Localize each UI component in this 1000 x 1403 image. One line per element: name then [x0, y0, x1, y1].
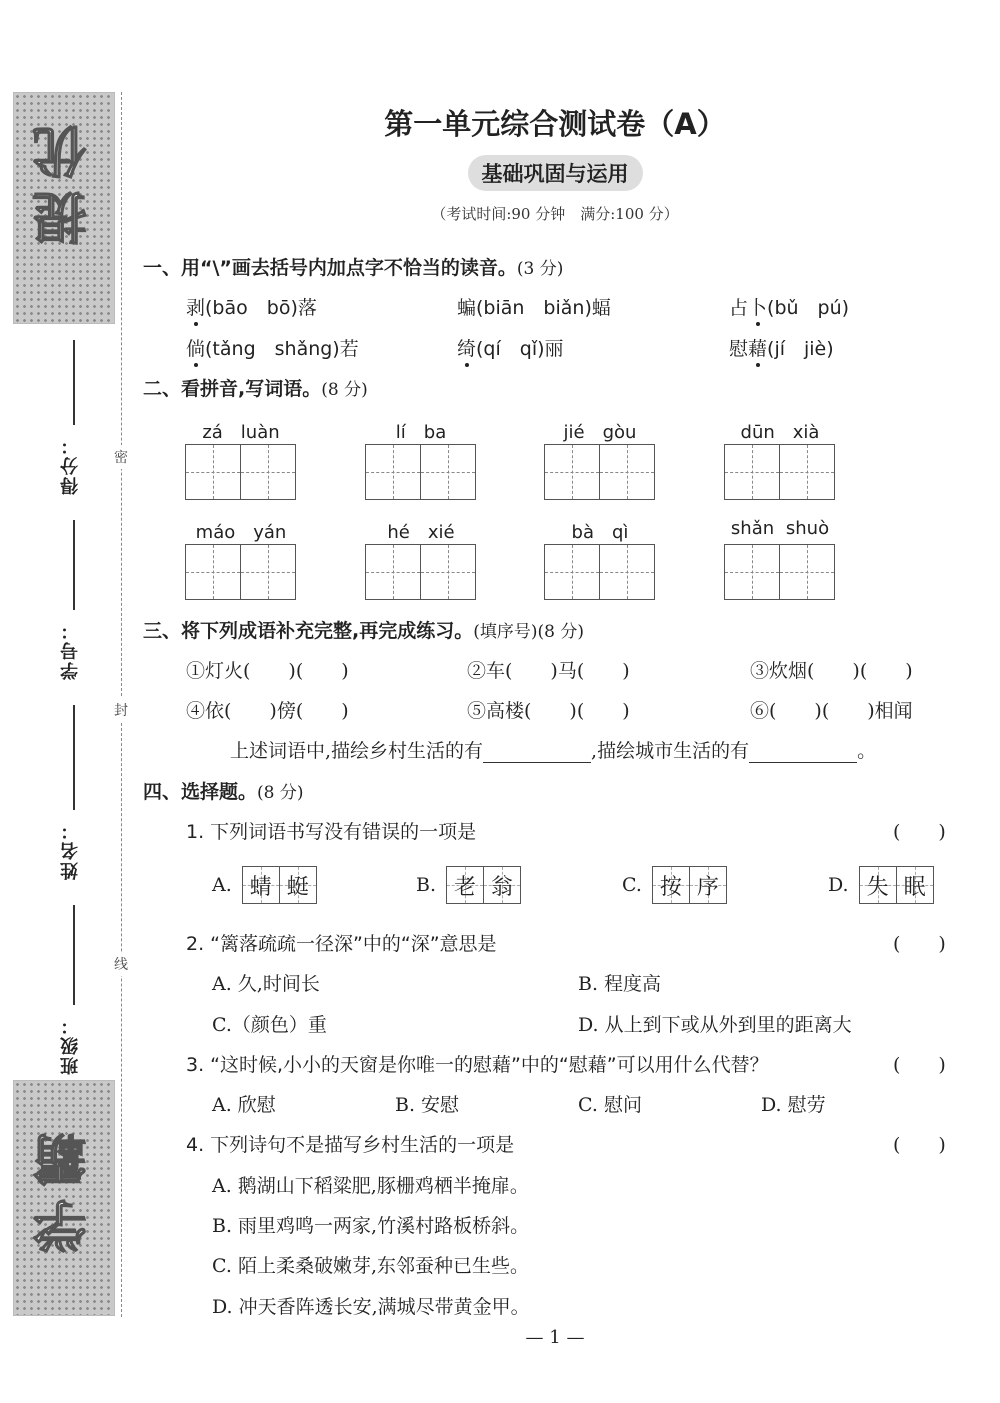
brand-text-bottom: 学霸 — [32, 1121, 95, 1253]
q4-1-option-c[interactable]: C. 按 序 — [622, 866, 727, 904]
student-id-line[interactable] — [73, 520, 75, 610]
q4-2-stem: 2. “篱落疏疏一径深”中的“深”意思是 — [186, 933, 497, 955]
idiom-4[interactable]: ④依( )傍( ) — [186, 700, 349, 722]
pinyin-grid-2 — [365, 418, 477, 500]
urban-answer-blank[interactable] — [749, 745, 857, 763]
pinyin-label: jié gòu — [563, 422, 637, 443]
q4-1-option-d[interactable]: D. 失 眠 — [828, 866, 934, 904]
q4-4-option-a[interactable]: A. 鹅湖山下稻粱肥,豚栅鸡栖半掩扉。 — [212, 1175, 529, 1197]
q4-1-answer[interactable]: ( ) — [893, 821, 946, 843]
page-number: — 1 — — [525, 1327, 585, 1348]
seal-char-feng: 封 — [111, 698, 131, 722]
write-cell[interactable] — [599, 444, 655, 500]
idiom-3[interactable]: ③炊烟( )( ) — [750, 660, 913, 682]
q1-heading: 一、用“\”画去括号内加点字不恰当的读音。(3 分) — [143, 257, 564, 279]
q2-heading: 二、看拼音,写词语。(8 分) — [143, 378, 368, 400]
pinyin-label: zá luàn — [202, 422, 280, 443]
write-cell[interactable] — [544, 544, 600, 600]
seal-char-mi: 密 — [111, 445, 131, 469]
score-label: 得分： — [60, 435, 81, 495]
q4-3-option-c[interactable]: C. 慰问 — [578, 1094, 642, 1116]
score-line — [73, 340, 75, 425]
write-cell[interactable] — [420, 444, 476, 500]
q4-3-option-a[interactable]: A. 欣慰 — [212, 1094, 276, 1116]
idiom-1[interactable]: ①灯火( )( ) — [186, 660, 349, 682]
write-cell[interactable] — [185, 544, 241, 600]
write-cell[interactable] — [724, 444, 780, 500]
q4-3-option-d[interactable]: D. 慰劳 — [761, 1094, 826, 1116]
pinyin-grid-8 — [724, 518, 836, 600]
q4-3-answer[interactable]: ( ) — [893, 1054, 946, 1076]
q4-2-option-a[interactable]: A. 久,时间长 — [212, 973, 320, 995]
q4-2-option-d[interactable]: D. 从上到下或从外到里的距离大 — [578, 1014, 852, 1036]
q3-heading: 三、将下列成语补充完整,再完成练习。(填序号)(8 分) — [143, 620, 584, 642]
brand-panel-bottom — [13, 1080, 115, 1316]
page-subtitle: 基础巩固与运用 — [468, 155, 643, 191]
write-cell[interactable] — [365, 444, 421, 500]
pinyin-label: dūn xià — [740, 422, 820, 443]
write-cell[interactable] — [240, 444, 296, 500]
write-cell[interactable] — [185, 444, 241, 500]
q1-item-3: 占卜(bǔ pú) — [729, 297, 850, 319]
rural-answer-blank[interactable] — [483, 745, 591, 763]
pinyin-grid-3 — [544, 418, 656, 500]
write-cell[interactable] — [779, 544, 835, 600]
pinyin-label: máo yán — [195, 522, 287, 543]
write-cell[interactable] — [544, 444, 600, 500]
q3-sentence: 上述词语中,描绘乡村生活的有 ,描绘城市生活的有 。 — [230, 740, 877, 762]
q1-item-2: 蝙(biān biǎn)蝠 — [457, 297, 611, 319]
pinyin-label: bà qì — [571, 522, 629, 543]
name-line[interactable] — [73, 705, 75, 810]
write-cell[interactable] — [779, 444, 835, 500]
idiom-2[interactable]: ②车( )马( ) — [467, 660, 630, 682]
q4-3-stem: 3. “这时候,小小的天窗是你唯一的慰藉”中的“慰藉”可以用什么代替？ — [186, 1054, 769, 1076]
idiom-5[interactable]: ⑤高楼( )( ) — [467, 700, 630, 722]
q4-heading: 四、选择题。(8 分) — [143, 781, 304, 803]
q4-1-stem: 1. 下列词语书写没有错误的一项是 — [186, 821, 477, 843]
q4-1-option-a[interactable]: A. 蜻 蜓 — [212, 866, 317, 904]
q4-3-option-b[interactable]: B. 安慰 — [395, 1094, 460, 1116]
class-label: 班级： — [60, 1015, 81, 1075]
brand-text-top: 提优 — [32, 113, 95, 245]
write-cell[interactable] — [365, 544, 421, 600]
exam-info: （考试时间:90 分钟 满分:100 分） — [431, 205, 679, 223]
q4-4-option-b[interactable]: B. 雨里鸡鸣一两家,竹溪村路板桥斜。 — [212, 1215, 530, 1237]
pinyin-label: shǎn shuò — [730, 518, 830, 539]
page-title: 第一单元综合测试卷（A） — [384, 107, 726, 141]
pinyin-grid-1 — [185, 418, 297, 500]
q4-4-stem: 4. 下列诗句不是描写乡村生活的一项是 — [186, 1134, 515, 1156]
q4-4-answer[interactable]: ( ) — [893, 1134, 946, 1156]
name-label: 姓名： — [60, 820, 81, 880]
seal-char-xian: 线 — [111, 952, 131, 976]
student-id-label: 学号： — [60, 620, 81, 680]
write-cell[interactable] — [240, 544, 296, 600]
q1-item-4: 倘(tǎng shǎng)若 — [186, 338, 359, 360]
q4-2-option-b[interactable]: B. 程度高 — [578, 973, 662, 995]
pinyin-label: hé xié — [387, 522, 455, 543]
pinyin-grid-5 — [185, 518, 297, 600]
q4-1-option-b[interactable]: B. 老 翁 — [416, 866, 521, 904]
pinyin-grid-6 — [365, 518, 477, 600]
write-cell[interactable] — [724, 544, 780, 600]
q4-2-answer[interactable]: ( ) — [893, 933, 946, 955]
q4-4-option-d[interactable]: D. 冲天香阵透长安,满城尽带黄金甲。 — [212, 1296, 530, 1318]
q1-item-6: 慰藉(jí jiè) — [729, 338, 834, 360]
q1-item-1: 剥(bāo bō)落 — [186, 297, 317, 319]
pinyin-label: lí ba — [395, 422, 447, 443]
idiom-6[interactable]: ⑥( )( )相闻 — [750, 700, 913, 722]
q4-2-option-c[interactable]: C.（颜色）重 — [212, 1014, 327, 1036]
pinyin-grid-7 — [544, 518, 656, 600]
class-line[interactable] — [73, 905, 75, 1005]
q1-item-5: 绮(qí qǐ)丽 — [457, 338, 564, 360]
q4-4-option-c[interactable]: C. 陌上柔桑破嫩芽,东邻蚕种已生些。 — [212, 1255, 529, 1277]
write-cell[interactable] — [420, 544, 476, 600]
write-cell[interactable] — [599, 544, 655, 600]
pinyin-grid-4 — [724, 418, 836, 500]
